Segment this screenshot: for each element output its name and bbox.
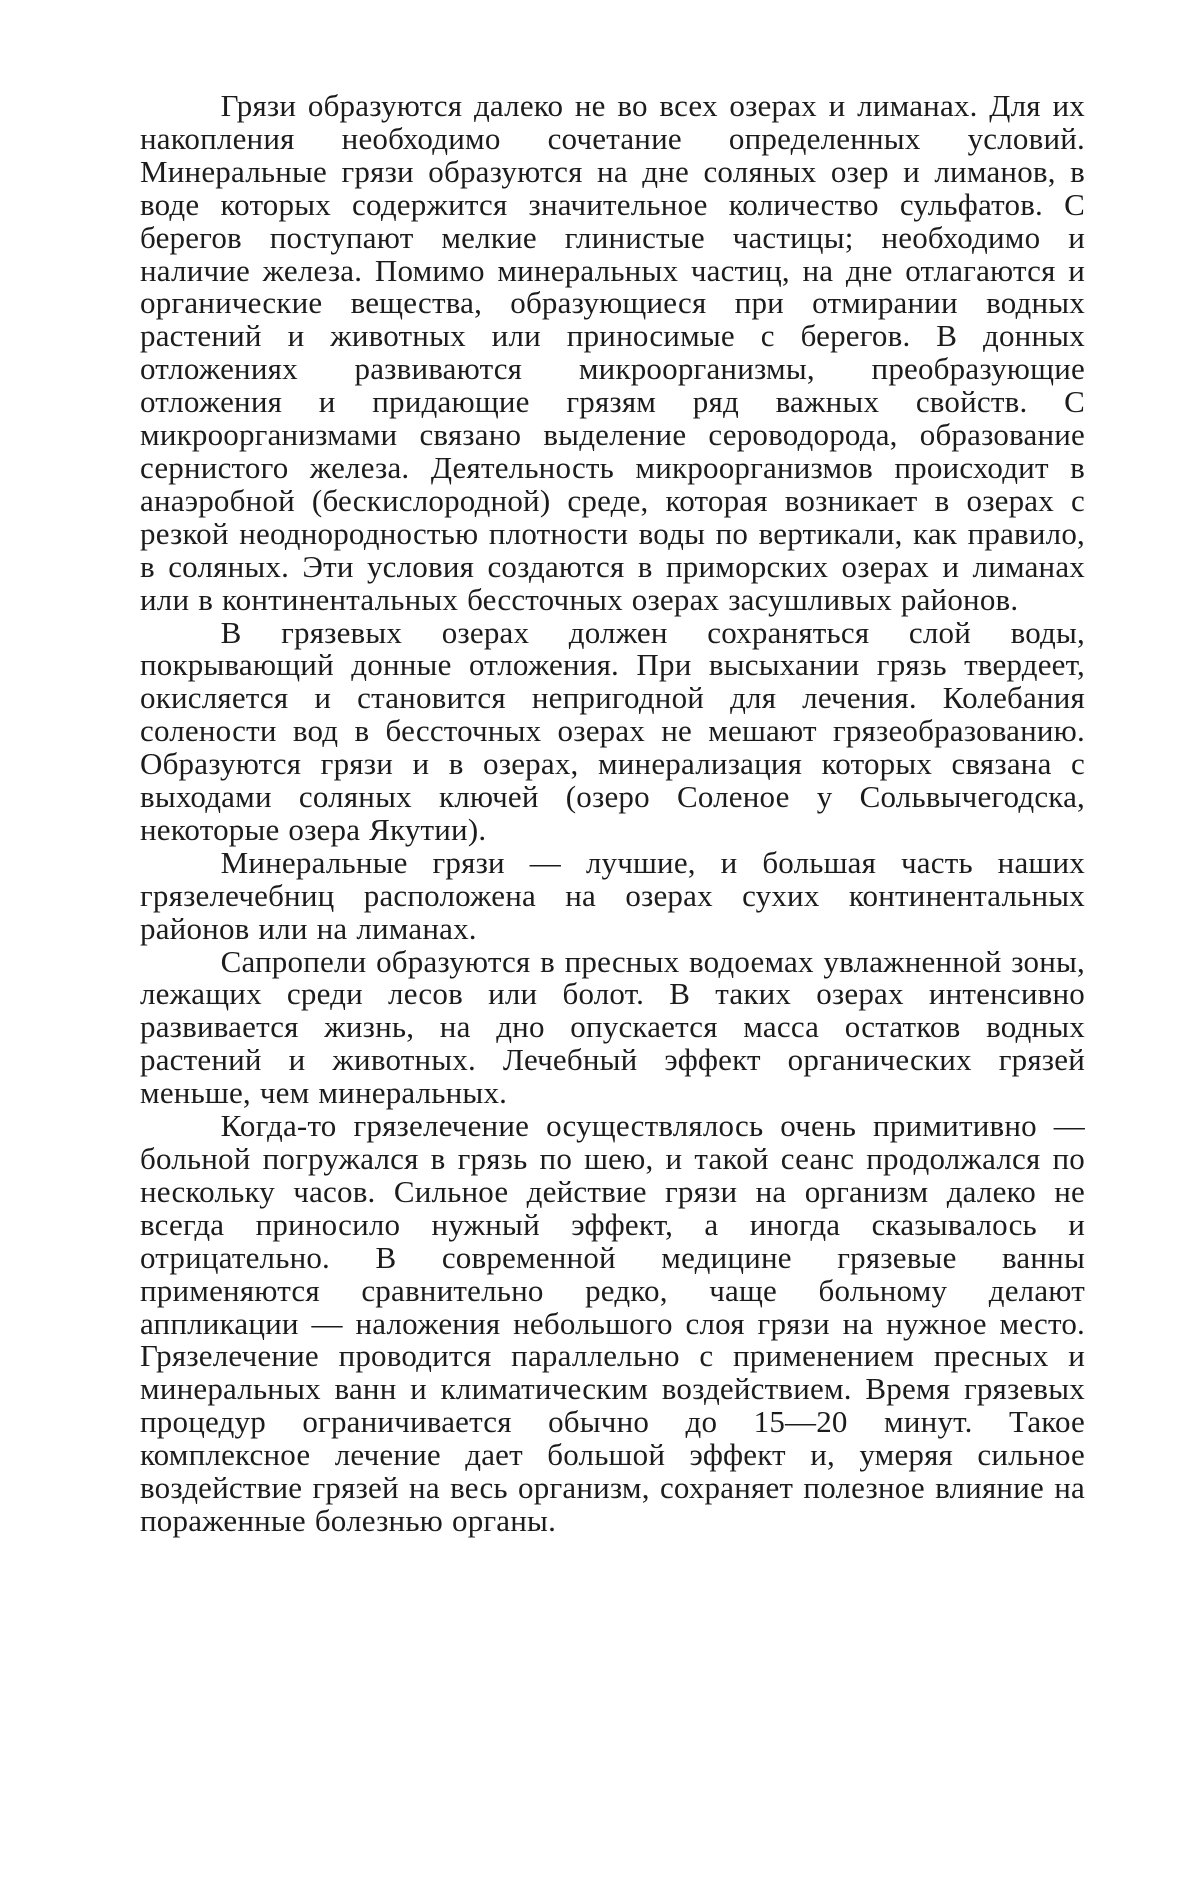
paragraph-mud-formation: Грязи образуются далеко не во всех озерах и лиманах. Для их накопления необходимо сочетание определенных условий. Минеральные грязи образуются на дне соляных озер и лиманов, в воде которых содержится значительное количество сульфатов. С берегов поступают мелкие глинистые частицы; необходимо и наличие железа. Помимо минеральных частиц, на дне отлагаются и органические вещества, образующиеся при отмирании водных растений и животных или приносимые с берегов. В донных отложениях развиваются микроорганизмы, преобразующие отложения и придающие грязям ряд важных свойств. С микроорганизмами связано выделение сероводорода, образование сернистого железа. Деятельность микроорганизмов происходит в анаэробной (бескислородной) среде, которая возникает в озерах с резкой неоднородностью плотности воды по вертикали, как правило, в соляных. Эти условия создаются в приморских озерах и лиманах или в континентальных бессточных озерах засушливых районов. xyxy=(140,88,1085,617)
paragraph-mud-lakes: В грязевых озерах должен сохраняться слой воды, покрывающий донные отложения. При высыхании грязь твердеет, окисляется и становится непригодной для лечения. Колебания солености вод в бессточных озерах не мешают грязеобразованию. Образуются грязи и в озерах, минерализация которых связана с выходами соляных ключей (озеро Соленое у Сольвычегодска, некоторые озера Якутии). xyxy=(140,614,1085,847)
paragraph-sapropels: Сапропели образуются в пресных водоемах увлажненной зоны, лежащих среди лесов или болот. В таких озерах интенсивно развивается жизнь, на дно опускается масса остатков водных растений и животных. Лечебный эффект органических грязей меньше, чем минеральных. xyxy=(140,943,1085,1111)
paragraph-mineral-mud: Минеральные грязи — лучшие, и большая часть наших грязелечебниц расположена на озерах сухих континентальных районов или на лиманах. xyxy=(140,844,1085,946)
paragraph-mud-therapy: Когда-то грязелечение осуществлялось очень примитивно — больной погружался в грязь по шею, и такой сеанс продолжался по нескольку часов. Сильное действие грязи на организм далеко не всегда приносило нужный эффект, а иногда сказывалось и отрицательно. В современной медицине грязевые ванны применяются сравнительно редко, чаще больному делают аппликации — наложения небольшого слоя грязи на нужное место. Грязелечение проводится параллельно с применением пресных и минеральных ванн и климатическим воздействием. Время грязевых процедур ограничивается обычно до 15—20 минут. Такое комплексное лечение дает большой эффект и, умеряя сильное воздействие грязей на весь организм, сохраняет полезное влияние на пораженные болезнью органы. xyxy=(140,1108,1085,1538)
page-text xyxy=(140,90,1085,1538)
